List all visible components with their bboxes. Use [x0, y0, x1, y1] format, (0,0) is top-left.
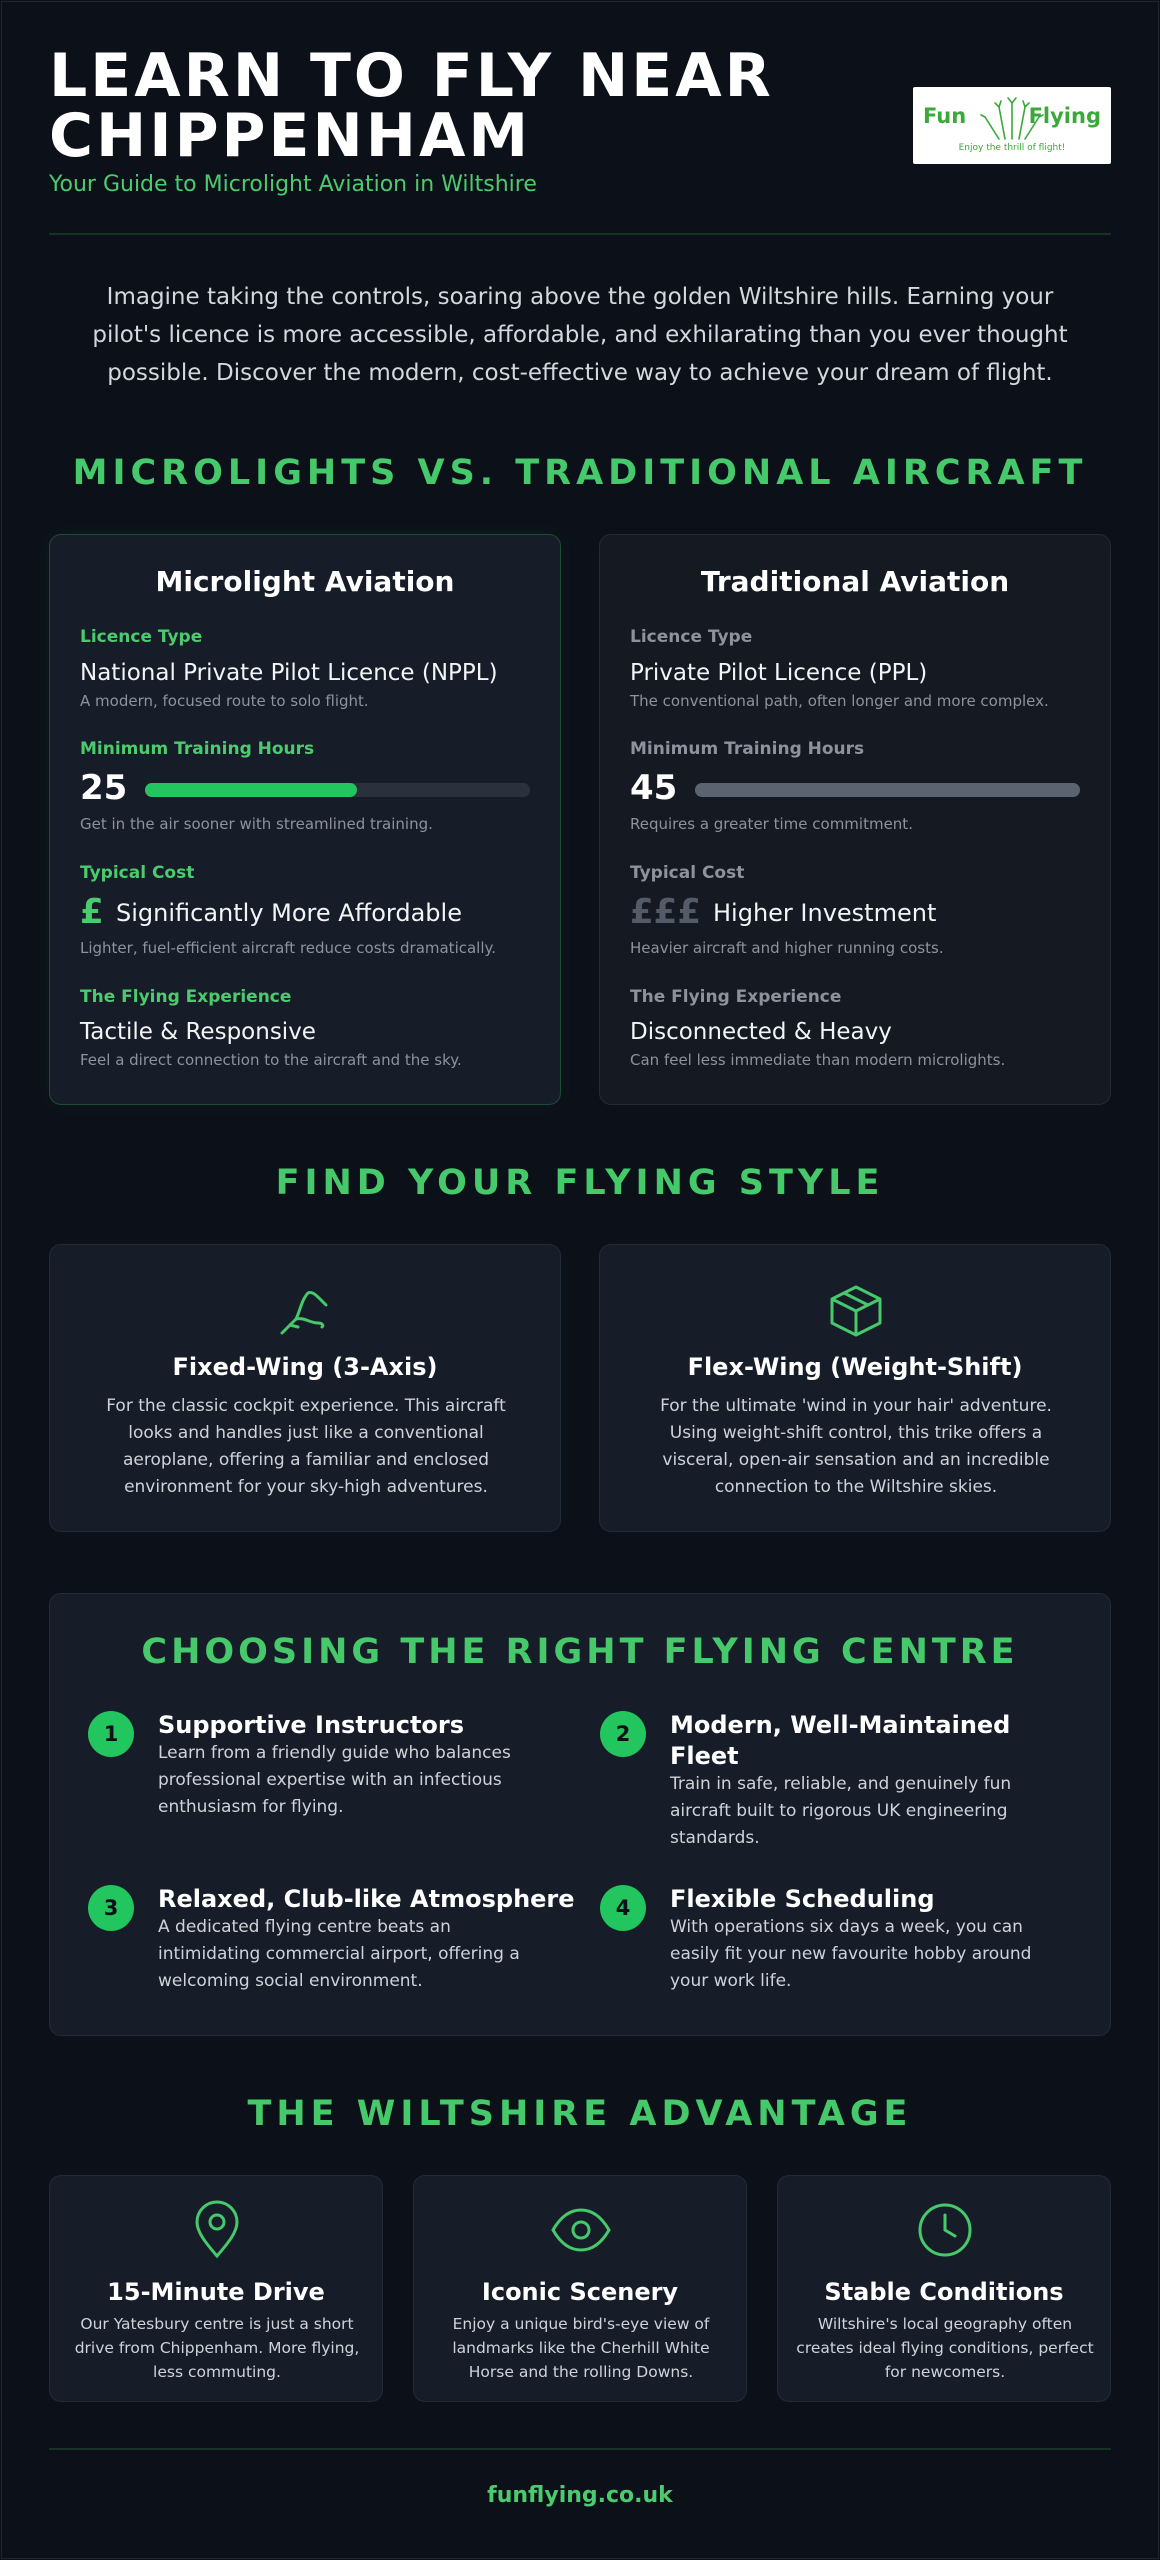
experience-desc: Can feel less immediate than modern microlights.: [630, 1051, 1006, 1069]
advantage-card: [777, 2175, 1111, 2402]
licence-label: Licence Type: [630, 627, 753, 647]
hours-bar-fill: [695, 783, 1080, 797]
experience-label: The Flying Experience: [80, 987, 292, 1007]
centre-heading: CHOOSING THE RIGHT FLYING CENTRE: [141, 1632, 1019, 1672]
feature-desc: With operations six days a week, you can easily fit your new favourite hobby around your work life.: [670, 1917, 1032, 1991]
cost-symbol: £££: [630, 892, 701, 932]
hours-bar-fill: [145, 783, 357, 797]
logo-text-flying: Flying: [1028, 104, 1101, 128]
cost-value: Higher Investment: [713, 899, 937, 927]
feature-title: Supportive Instructors: [158, 1711, 465, 1739]
licence-desc: The conventional path, often longer and more complex.: [630, 692, 1049, 710]
cost-label: Typical Cost: [630, 863, 745, 883]
traditional-card: [599, 534, 1111, 1105]
advantage-card: [49, 2175, 383, 2402]
eye-icon: [551, 2198, 611, 2262]
logo-tagline: Enjoy the thrill of flight!: [958, 143, 1066, 153]
page-subtitle: Your Guide to Microlight Aviation in Wiltshire: [49, 172, 537, 197]
feature-number-badge: 1: [88, 1711, 134, 1757]
feature-desc: Train in safe, reliable, and genuinely fun aircraft built to rigorous UK engineering standards.: [670, 1774, 1012, 1848]
feature-number-badge: 4: [600, 1885, 646, 1931]
feature-desc: Learn from a friendly guide who balances professional expertise with an infectious enthusiasm for flying.: [158, 1743, 511, 1817]
fixed-wing-desc: For the classic cockpit experience. This aircraft looks and handles just like a conventional aeroplane, offering a familiar and enclosed environment for your sky-high adventures.: [106, 1396, 506, 1497]
comparison-heading: MICROLIGHTS VS. TRADITIONAL AIRCRAFT: [72, 453, 1088, 493]
style-heading: FIND YOUR FLYING STYLE: [275, 1163, 885, 1203]
flex-wing-title: Flex-Wing (Weight-Shift): [687, 1353, 1023, 1381]
flex-wing-card: [599, 1244, 1111, 1532]
experience-label: The Flying Experience: [630, 987, 842, 1007]
advantage-desc: Wiltshire's local geography often creates ideal flying conditions, perfect for newcomers.: [796, 2315, 1094, 2381]
hours-label: Minimum Training Hours: [630, 739, 865, 759]
feature-number-badge: 2: [600, 1711, 646, 1757]
hours-bar: [145, 783, 530, 797]
cost-value: Significantly More Affordable: [116, 899, 462, 927]
licence-value: Private Pilot Licence (PPL): [630, 660, 928, 686]
fun-flying-logo[interactable]: [913, 87, 1111, 164]
advantage-heading: THE WILTSHIRE ADVANTAGE: [247, 2094, 913, 2134]
hours-bar: [695, 783, 1080, 797]
hours-label: Minimum Training Hours: [80, 739, 315, 759]
hours-value: 45: [630, 768, 678, 808]
advantage-desc: Enjoy a unique bird's-eye view of landmarks like the Cherhill White Horse and the rolling Downs.: [452, 2315, 710, 2381]
header: [49, 40, 1111, 210]
feature-title: Relaxed, Club-like Atmosphere: [158, 1885, 575, 1913]
cost-desc: Heavier aircraft and higher running costs.: [630, 939, 944, 957]
feature-number-badge: 3: [88, 1885, 134, 1931]
licence-value: National Private Pilot Licence (NPPL): [80, 660, 498, 686]
feature-title: Modern, Well-Maintained Fleet: [670, 1711, 1011, 1770]
cost-symbol: £: [80, 892, 104, 932]
plane-icon: [276, 1281, 336, 1341]
feature-title: Flexible Scheduling: [670, 1885, 935, 1913]
experience-value: Disconnected & Heavy: [630, 1019, 892, 1045]
website-link[interactable]: funflying.co.uk: [487, 2483, 673, 2508]
microlight-card: [49, 534, 561, 1105]
experience-desc: Feel a direct connection to the aircraft and the sky.: [80, 1051, 462, 1069]
advantage-title: Stable Conditions: [824, 2278, 1064, 2306]
fixed-wing-title: Fixed-Wing (3-Axis): [172, 1353, 438, 1381]
experience-value: Tactile & Responsive: [80, 1019, 316, 1045]
hours-desc: Get in the air sooner with streamlined training.: [80, 815, 433, 833]
advantage-card: [413, 2175, 747, 2402]
feature-desc: A dedicated flying centre beats an intimidating commercial airport, offering a welcoming social environment.: [158, 1917, 520, 1991]
header-divider: [49, 233, 1111, 235]
advantage-title: Iconic Scenery: [481, 2278, 679, 2306]
microlight-title: Microlight Aviation: [155, 565, 455, 598]
centre-card: [49, 1593, 1111, 2036]
licence-label: Licence Type: [80, 627, 203, 647]
hours-value: 25: [80, 768, 128, 808]
page-title: LEARN TO FLY NEAR CHIPPENHAM: [49, 41, 774, 171]
cost-desc: Lighter, fuel-efficient aircraft reduce costs dramatically.: [80, 939, 497, 957]
fixed-wing-card: [49, 1244, 561, 1532]
traditional-title: Traditional Aviation: [700, 565, 1010, 598]
cost-label: Typical Cost: [80, 863, 195, 883]
advantage-title: 15-Minute Drive: [107, 2278, 325, 2306]
advantage-desc: Our Yatesbury centre is just a short drive from Chippenham. More flying, less commuting.: [74, 2315, 360, 2381]
footer-divider: [49, 2448, 1111, 2450]
box-icon: [826, 1281, 886, 1341]
clock-icon: [915, 2198, 975, 2262]
intro-paragraph: Imagine taking the controls, soaring above the golden Wiltshire hills. Earning your pilot's licence is more accessible, affordable, and exhilarating than you ever thought possible. Discover the modern, cost-effective way to achieve your dream of flight.: [92, 284, 1068, 386]
map-pin-icon: [187, 2198, 247, 2262]
flex-wing-desc: For the ultimate 'wind in your hair' adventure. Using weight-shift control, this trike offers a visceral, open-air sensation and an incredible connection to the Wiltshire skies.: [660, 1396, 1052, 1497]
hours-desc: Requires a greater time commitment.: [630, 815, 913, 833]
licence-desc: A modern, focused route to solo flight.: [80, 692, 369, 710]
logo-text-fun: Fun: [923, 104, 967, 128]
